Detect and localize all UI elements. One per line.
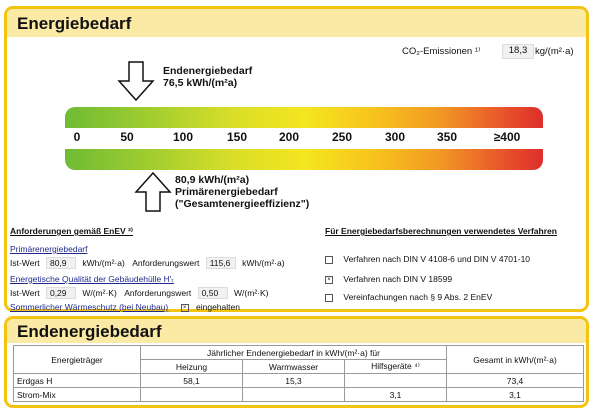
cell-gesamt: 3,1 — [447, 388, 584, 402]
col-gesamt: Gesamt in kWh/(m²·a) — [447, 346, 584, 374]
verfahren-checkbox[interactable] — [325, 256, 333, 264]
endenergiebedarf-panel — [4, 316, 589, 408]
col-heizung: Heizung — [141, 360, 243, 374]
verfahren-option-label: Vereinfachungen nach § 9 Abs. 2 EnEV — [343, 292, 493, 302]
ist-value-primaer: 80,9 — [46, 257, 76, 269]
scale-tick: 300 — [384, 130, 406, 144]
verfahren-option-label: Verfahren nach DIN V 4108-6 und DIN V 4701-10 — [343, 254, 531, 264]
scale-tick: 150 — [226, 130, 248, 144]
energy-scale-bar — [65, 107, 543, 170]
panel-header — [7, 319, 586, 343]
endenergie-table — [13, 345, 584, 402]
anf-label: Anforderungswert — [132, 258, 200, 268]
cell-hilfsgeraete — [345, 374, 447, 388]
scale-tick: 350 — [436, 130, 458, 144]
primaer-heading: Primärenergiebedarf — [10, 244, 88, 254]
ist-value-huelle: 0,29 — [46, 287, 76, 299]
scale-tick: 200 — [278, 130, 300, 144]
ist-label: Ist-Wert — [10, 288, 40, 298]
scale-tick: 100 — [172, 130, 194, 144]
col-hilfsgeraete: Hilfsgeräte ⁴⁾ — [345, 360, 447, 374]
verfahren-option[interactable] — [325, 274, 452, 284]
co2-label: CO₂-Emissionen ¹⁾ — [402, 46, 481, 57]
verfahren-option-label: Verfahren nach DIN V 18599 — [343, 274, 453, 284]
cell-warmwasser — [243, 388, 345, 402]
col-traeger: Energieträger — [14, 346, 141, 374]
table-header-row — [14, 346, 584, 360]
cell-warmwasser: 15,3 — [243, 374, 345, 388]
verfahren-title: Für Energiebedarfsberechnungen verwendetes Verfahren — [325, 226, 557, 236]
primaer-row — [10, 257, 285, 269]
huelle-heading: Energetische Qualität der Gebäudehülle H'ₜ — [10, 274, 174, 284]
sommer-status: eingehalten — [196, 302, 240, 312]
energiebedarf-panel — [4, 6, 589, 312]
anf-value-primaer: 115,6 — [206, 257, 236, 269]
scale-tick: 250 — [331, 130, 353, 144]
table-row — [14, 374, 584, 388]
panel-title: Endenergiebedarf — [17, 322, 162, 341]
verfahren-option[interactable] — [325, 292, 492, 302]
primaer-value: 80,9 kWh/(m²a) — [175, 174, 250, 186]
endenergie-arrow-icon — [117, 61, 155, 101]
ist-unit-primaer: kWh/(m²·a) — [82, 258, 125, 268]
col-jaehrlich: Jährlicher Endenergiebedarf in kWh/(m²·a) für — [141, 346, 447, 360]
verfahren-checkbox[interactable] — [325, 294, 333, 302]
primaer-sub: ("Gesamtenergieeffizienz") — [175, 198, 310, 210]
verfahren-option[interactable] — [325, 254, 530, 264]
sommer-heading: Sommerlicher Wärmeschutz (bei Neubau) — [10, 302, 169, 312]
verfahren-checkbox[interactable]: × — [325, 276, 333, 284]
cell-gesamt: 73,4 — [447, 374, 584, 388]
sommer-checkbox[interactable]: × — [181, 304, 189, 312]
anforderungen-title: Anforderungen gemäß EnEV ²⁾ — [10, 226, 133, 236]
ist-label: Ist-Wert — [10, 258, 40, 268]
panel-header — [7, 9, 586, 37]
cell-traeger: Erdgas H — [14, 374, 141, 388]
cell-heizung: 58,1 — [141, 374, 243, 388]
primaerenergie-arrow-icon — [134, 172, 172, 212]
table-row — [14, 388, 584, 402]
co2-unit: kg/(m²·a) — [535, 46, 574, 57]
cell-hilfsgeraete: 3,1 — [345, 388, 447, 402]
col-warmwasser: Warmwasser — [243, 360, 345, 374]
scale-tick: 50 — [120, 130, 134, 144]
cell-heizung — [141, 388, 243, 402]
ist-unit-huelle: W/(m²·K) — [82, 288, 117, 298]
endenergie-value: 76,5 kWh/(m²a) — [163, 77, 238, 89]
co2-value: 18,3 — [502, 44, 534, 59]
anf-value-huelle: 0,50 — [198, 287, 228, 299]
cell-traeger: Strom-Mix — [14, 388, 141, 402]
primaer-label: Primärenergiebedarf — [175, 186, 278, 198]
anf-label: Anforderungswert — [124, 288, 192, 298]
panel-title: Energiebedarf — [17, 14, 132, 33]
anf-unit-primaer: kWh/(m²·a) — [242, 258, 285, 268]
scale-tick: ≥400 — [493, 130, 521, 144]
endenergie-label: Endenergiebedarf — [163, 65, 253, 77]
anf-unit-huelle: W/(m²·K) — [234, 288, 269, 298]
sommer-row — [10, 302, 240, 312]
huelle-row — [10, 287, 269, 299]
scale-tick: 0 — [73, 130, 81, 144]
